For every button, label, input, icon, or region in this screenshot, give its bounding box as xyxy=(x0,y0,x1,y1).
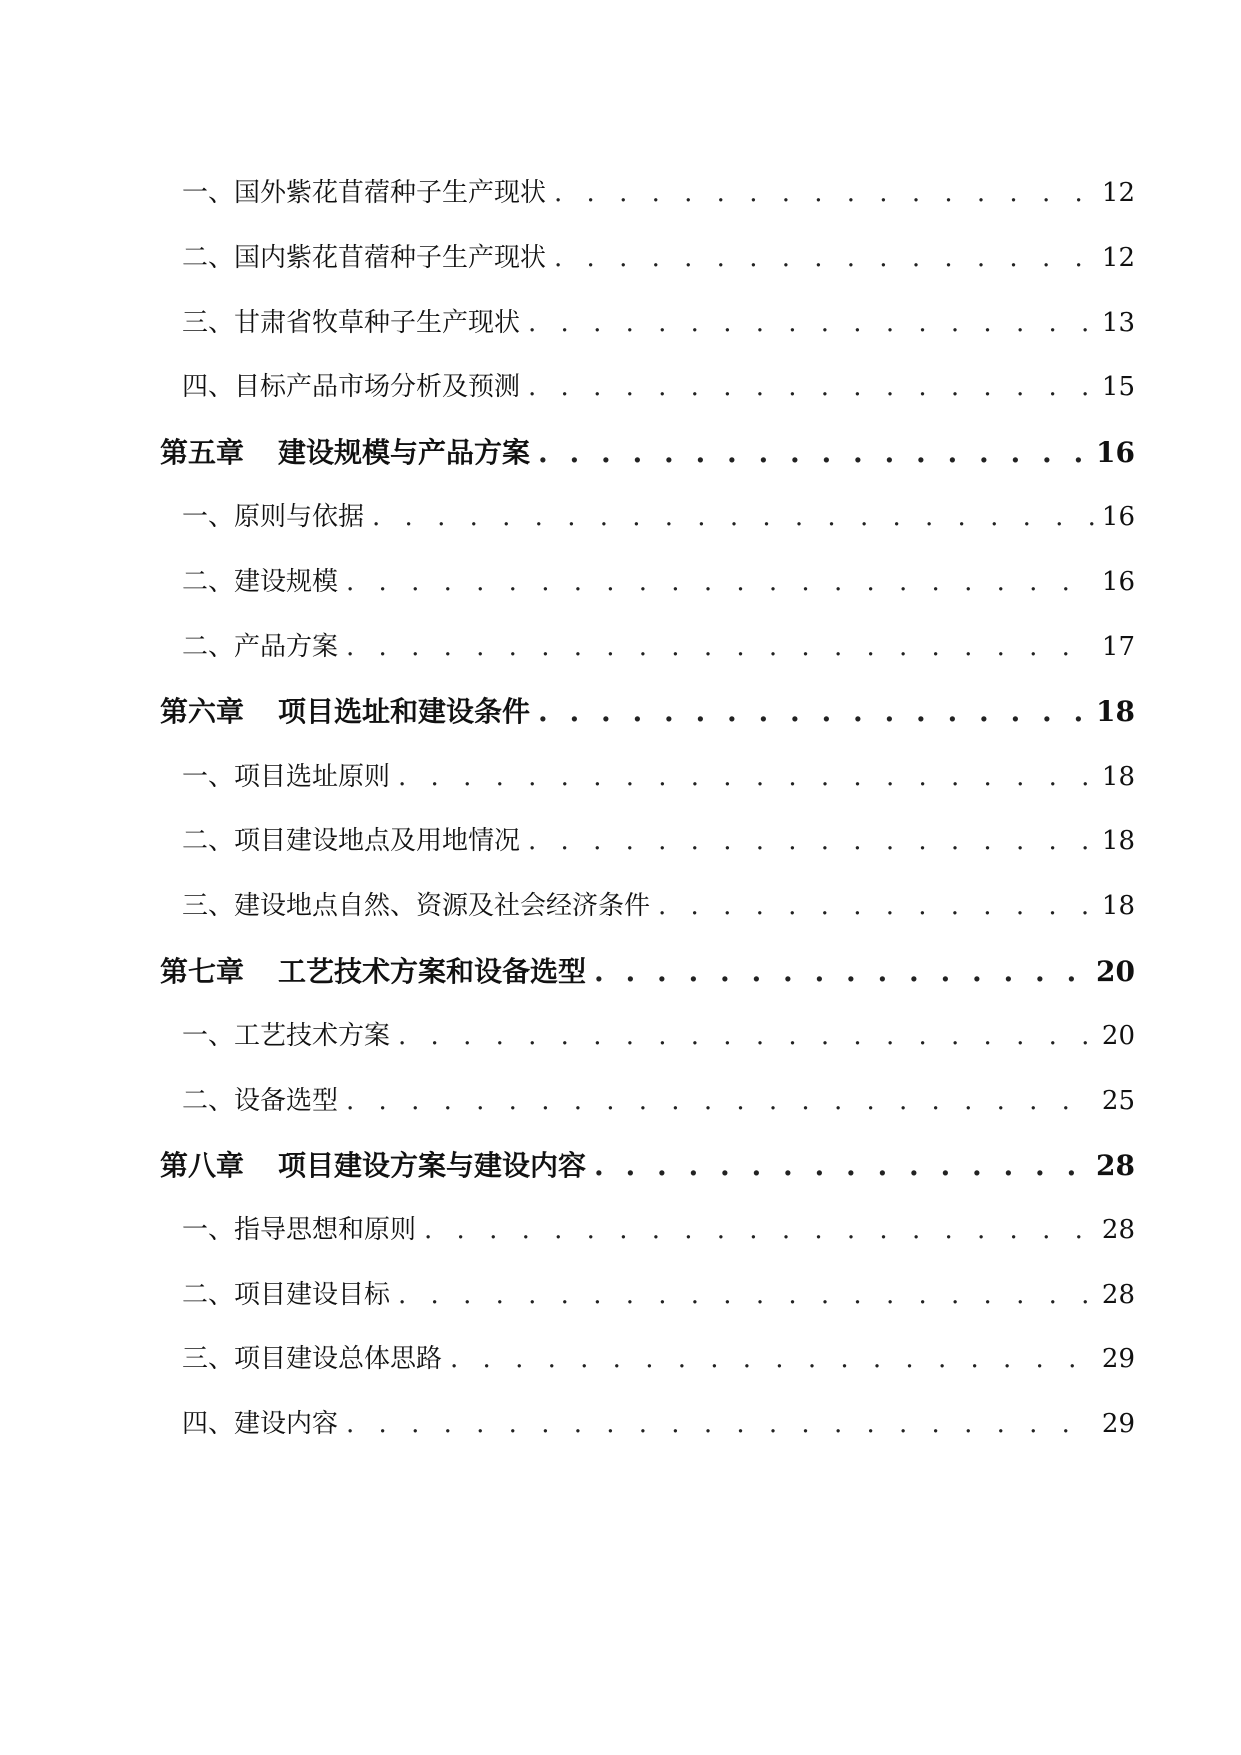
toc-page-number: 18 xyxy=(1101,891,1135,921)
chapter-title: 项目选址和建设条件 xyxy=(278,695,531,728)
toc-title: 一、国外紫花苜蓿种子生产现状 xyxy=(182,178,547,208)
toc-entry[interactable] xyxy=(182,561,1135,601)
toc-page-number: 12 xyxy=(1101,178,1135,208)
chapter-number: 第七章 xyxy=(160,955,245,988)
toc-entry[interactable] xyxy=(182,172,1135,212)
dot-leader xyxy=(528,826,1094,856)
toc-chapter-entry[interactable] xyxy=(160,1144,1135,1184)
dot-leader xyxy=(554,243,1094,273)
toc-chapter-entry[interactable] xyxy=(160,431,1135,471)
toc-page-number: 28 xyxy=(1101,1280,1135,1310)
toc-title: 二、项目建设目标 xyxy=(182,1280,391,1310)
dot-leader xyxy=(528,372,1094,402)
dot-leader xyxy=(398,762,1094,792)
toc-page-number: 18 xyxy=(1096,695,1135,728)
toc-entry[interactable] xyxy=(182,756,1135,796)
toc-entry[interactable] xyxy=(182,302,1135,342)
toc-entry[interactable] xyxy=(182,626,1135,666)
toc-title: 二、国内紫花苜蓿种子生产现状 xyxy=(182,243,547,273)
toc-entry[interactable] xyxy=(182,1274,1135,1314)
toc-entry[interactable] xyxy=(182,237,1135,277)
dot-leader xyxy=(398,1021,1094,1051)
toc-page-number: 20 xyxy=(1101,1021,1135,1051)
toc-chapter-entry[interactable] xyxy=(160,690,1135,730)
toc-page-number: 16 xyxy=(1101,502,1135,532)
toc-title: 四、建设内容 xyxy=(182,1409,339,1439)
toc-title: 一、指导思想和原则 xyxy=(182,1215,417,1245)
chapter-number: 第六章 xyxy=(160,695,245,728)
toc-page-number: 28 xyxy=(1096,1149,1135,1182)
toc-title: 三、建设地点自然、资源及社会经济条件 xyxy=(182,891,651,921)
toc-title: 三、甘肃省牧草种子生产现状 xyxy=(182,308,521,338)
toc-title: 二、项目建设地点及用地情况 xyxy=(182,826,521,856)
toc-entry[interactable] xyxy=(182,1403,1135,1443)
dot-leader xyxy=(346,1409,1094,1439)
toc-page-number: 15 xyxy=(1101,372,1135,402)
dot-leader xyxy=(594,955,1088,988)
toc-title: 二、设备选型 xyxy=(182,1086,339,1116)
dot-leader xyxy=(372,502,1094,532)
toc-chapter-entry[interactable] xyxy=(160,950,1135,990)
toc-page-number: 29 xyxy=(1101,1344,1135,1374)
toc-page-number: 13 xyxy=(1101,308,1135,338)
toc-page-number: 28 xyxy=(1101,1215,1135,1245)
dot-leader xyxy=(424,1215,1094,1245)
dot-leader xyxy=(538,436,1088,469)
toc-page-number: 17 xyxy=(1101,632,1135,662)
toc-page-number: 29 xyxy=(1101,1409,1135,1439)
toc-page-number: 18 xyxy=(1101,826,1135,856)
toc-entry[interactable] xyxy=(182,1209,1135,1249)
toc-title: 一、项目选址原则 xyxy=(182,762,391,792)
toc-entry[interactable] xyxy=(182,1080,1135,1120)
toc-page-number: 20 xyxy=(1096,955,1135,988)
toc-entry[interactable] xyxy=(182,366,1135,406)
toc-entry[interactable] xyxy=(182,820,1135,860)
dot-leader xyxy=(538,695,1088,728)
dot-leader xyxy=(346,567,1094,597)
dot-leader xyxy=(450,1344,1094,1374)
toc-entry[interactable] xyxy=(182,496,1135,536)
toc-entry[interactable] xyxy=(182,1015,1135,1055)
chapter-title: 工艺技术方案和设备选型 xyxy=(278,955,587,988)
dot-leader xyxy=(528,308,1094,338)
toc-title: 二、建设规模 xyxy=(182,567,339,597)
dot-leader xyxy=(594,1149,1088,1182)
chapter-title: 建设规模与产品方案 xyxy=(278,436,531,469)
chapter-title: 项目建设方案与建设内容 xyxy=(278,1149,587,1182)
toc-title: 一、原则与依据 xyxy=(182,502,365,532)
toc-page-number: 16 xyxy=(1096,436,1135,469)
toc-page-number: 16 xyxy=(1101,567,1135,597)
dot-leader xyxy=(346,632,1094,662)
toc-title: 二、产品方案 xyxy=(182,632,339,662)
toc-title: 三、项目建设总体思路 xyxy=(182,1344,443,1374)
dot-leader xyxy=(554,178,1094,208)
toc-title: 四、目标产品市场分析及预测 xyxy=(182,372,521,402)
chapter-number: 第八章 xyxy=(160,1149,245,1182)
toc-title: 一、工艺技术方案 xyxy=(182,1021,391,1051)
dot-leader xyxy=(658,891,1094,921)
toc-entry[interactable] xyxy=(182,885,1135,925)
toc-page-number: 18 xyxy=(1101,762,1135,792)
dot-leader xyxy=(398,1280,1094,1310)
toc-entry[interactable] xyxy=(182,1338,1135,1378)
chapter-number: 第五章 xyxy=(160,436,245,469)
toc-page-number: 25 xyxy=(1101,1086,1135,1116)
toc-page-number: 12 xyxy=(1101,243,1135,273)
dot-leader xyxy=(346,1086,1094,1116)
